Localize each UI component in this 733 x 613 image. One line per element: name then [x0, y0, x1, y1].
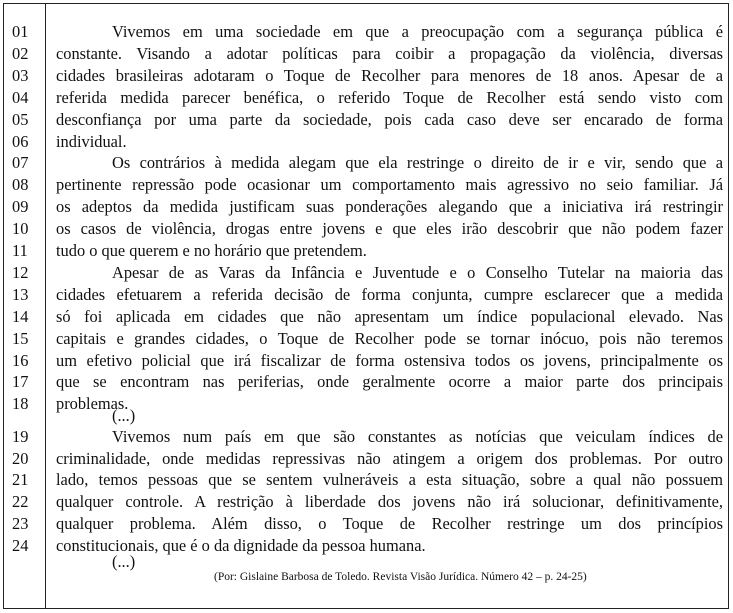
line-number: 12 — [12, 262, 29, 282]
text-line — [0, 306, 733, 328]
line-text: os adeptos da medida justificam suas ponderações alegando que a iniciativa irá restringir — [56, 197, 723, 217]
line-number: 20 — [12, 448, 29, 468]
text-line — [0, 196, 733, 218]
line-text: que se encontram nas periferias, onde geralmente ocorre a maior parte dos principais — [56, 372, 723, 392]
line-text: problemas. — [56, 394, 129, 414]
text-line — [0, 218, 733, 240]
text-line — [0, 469, 733, 491]
text-line — [0, 174, 733, 196]
line-text: qualquer controle. A restrição à liberdade dos jovens não irá solucionar, definitivamente, — [56, 492, 723, 512]
text-line — [0, 350, 733, 372]
ellipsis-1: (...) — [112, 406, 136, 425]
line-number: 09 — [12, 197, 29, 217]
text-line — [0, 240, 733, 262]
line-text: os casos de violência, drogas entre jovens e que eles irão descobrir que não podem fazer — [56, 219, 723, 239]
line-text: individual. — [56, 131, 127, 151]
line-number: 08 — [12, 175, 29, 195]
line-number: 02 — [12, 43, 29, 63]
line-text: tudo o que querem e no horário que pretendem. — [56, 241, 367, 260]
line-number: 16 — [12, 350, 29, 370]
text-line — [0, 109, 733, 131]
line-number: 18 — [12, 394, 29, 414]
line-text: Apesar de as Varas da Infância e Juventude e o Conselho Tutelar na maioria das — [112, 262, 723, 282]
text-line — [0, 43, 733, 65]
line-text: Vivemos em uma sociedade em que a preocupação com a segurança pública é — [112, 22, 723, 41]
line-number: 01 — [12, 22, 29, 41]
ellipsis-2: (...) — [112, 552, 136, 571]
line-number: 06 — [12, 131, 29, 151]
text-line — [0, 328, 733, 350]
line-text: um efetivo policial que irá fiscalizar de forma ostensiva todos os jovens, principalmente os — [56, 350, 723, 370]
line-text: lado, temos pessoas que se sentem vulneráveis a esta situação, sobre a qual não possuem — [56, 470, 723, 490]
line-text: constante. Visando a adotar políticas para coibir a propagação da violência, diversas — [56, 43, 723, 63]
text-line — [0, 491, 733, 513]
text-line — [0, 65, 733, 87]
line-text: capitais e grandes cidades, o Toque de Recolher pode se tornar inócuo, pois não teremos — [56, 328, 723, 348]
line-number: 17 — [12, 372, 29, 392]
line-number: 05 — [12, 109, 29, 129]
line-number: 24 — [12, 535, 29, 555]
text-line — [0, 87, 733, 109]
text-line — [0, 371, 733, 393]
line-text: criminalidade, onde medidas repressivas não atingem a origem dos problemas. Por outro — [56, 448, 723, 468]
line-text: qualquer problema. Além disso, o Toque de Recolher restringe um dos princípios — [56, 513, 723, 533]
line-text: pertinente repressão pode ocasionar um comportamento mais agressivo no seio familiar. Já — [56, 175, 723, 195]
line-number: 15 — [12, 328, 29, 348]
text-line — [0, 131, 733, 153]
line-text: Vivemos num país em que são constantes as notícias que veiculam índices de — [112, 427, 723, 446]
line-text: constitucionais, que é o da dignidade da pessoa humana. — [56, 535, 426, 555]
citation: (Por: Gislaine Barbosa de Toledo. Revista Visão Jurídica. Número 42 – p. 24-25) — [214, 571, 587, 583]
line-text: referida medida parecer benéfica, o referido Toque de Recolher está sendo visto com — [56, 87, 723, 107]
line-text: cidades efetuarem a referida decisão de forma conjunta, cumpre esclarecer que a medida — [56, 284, 723, 304]
text-line — [0, 426, 733, 448]
line-number: 04 — [12, 87, 29, 107]
line-number: 21 — [12, 470, 29, 490]
text-line — [0, 393, 733, 415]
line-text: cidades brasileiras adotaram o Toque de Recolher para menores de 18 anos. Apesar de a — [56, 65, 723, 85]
line-text: desconfiança por uma parte da sociedade, pois cada caso deve ser encarado de forma — [56, 109, 723, 129]
line-number: 23 — [12, 513, 29, 533]
text-line — [0, 448, 733, 470]
text-line — [0, 284, 733, 306]
line-number: 11 — [12, 241, 28, 260]
line-text: só foi aplicada em cidades que não apresentam um índice populacional elevado. Nas — [56, 306, 723, 326]
line-number: 22 — [12, 492, 29, 512]
line-number: 03 — [12, 65, 29, 85]
line-number: 07 — [12, 153, 29, 173]
text-line — [0, 535, 733, 557]
text-line — [0, 21, 733, 43]
line-number: 10 — [12, 219, 29, 239]
line-number: 13 — [12, 284, 29, 304]
line-number: 19 — [12, 427, 29, 446]
line-text: Os contrários à medida alegam que ela restringe o direito de ir e vir, sendo que a — [112, 153, 723, 173]
text-line — [0, 513, 733, 535]
line-number: 14 — [12, 306, 29, 326]
text-line — [0, 152, 733, 174]
text-line — [0, 262, 733, 284]
